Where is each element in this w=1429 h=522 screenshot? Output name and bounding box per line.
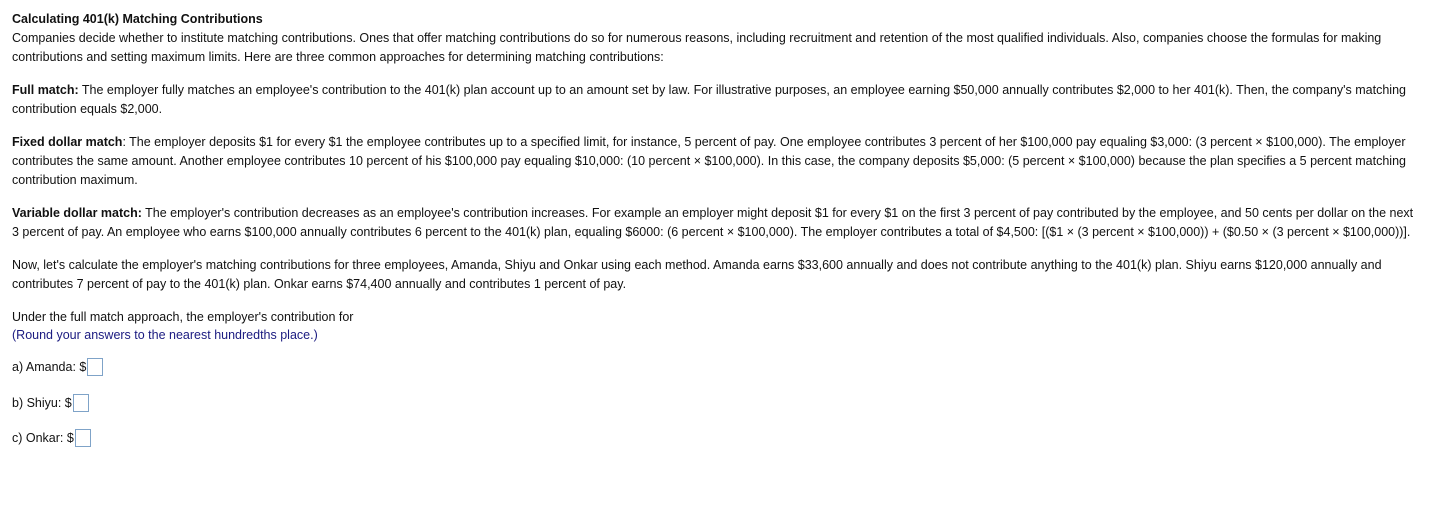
answer-label-amanda: a) Amanda: $	[12, 360, 87, 374]
full-match-paragraph	[12, 81, 1417, 119]
answer-label-onkar: c) Onkar: $	[12, 431, 74, 445]
question-prompt: Under the full match approach, the employer's contribution for	[12, 310, 354, 324]
answer-row-shiyu	[12, 392, 1417, 414]
variable-match-text: The employer's contribution decreases as an employee's contribution increases. For example an employer might deposit $1 for every $1 on the first 3 percent of pay contributed by the employee, and 50 cents per dollar on the next 3 percent of pay. An employee who earns $100,000 annually contributes 6 percent to the 401(k) plan, equaling $6000: (6 percent × $100,000). The employer contributes a total of $4,500: [($1 × (3 percent × $100,000)) + ($0.50 × (3 percent × $100,000))].	[12, 206, 1414, 239]
fixed-match-paragraph	[12, 133, 1417, 190]
answer-input-shiyu[interactable]	[73, 394, 89, 412]
variable-match-label: Variable dollar match:	[12, 206, 142, 220]
answer-input-amanda[interactable]	[87, 358, 103, 376]
full-match-label: Full match:	[12, 83, 79, 97]
page-title: Calculating 401(k) Matching Contributions	[12, 12, 263, 26]
fixed-match-label: Fixed dollar match	[12, 135, 123, 149]
answer-input-onkar[interactable]	[75, 429, 91, 447]
intro-paragraph: Companies decide whether to institute matching contributions. Ones that offer matching contributions do so for numerous reasons, including recruitment and retention of the most qualified individuals. Also, companies choose the formulas for making contributions and setting maximum limits. Here are three common approaches for determining matching contributions:	[12, 31, 1382, 64]
answer-row-onkar	[12, 427, 1417, 449]
answer-row-amanda	[12, 356, 1417, 378]
rounding-hint: (Round your answers to the nearest hundredths place.)	[12, 328, 318, 342]
variable-match-paragraph	[12, 204, 1417, 242]
answer-label-shiyu: b) Shiyu: $	[12, 396, 72, 410]
full-match-text: The employer fully matches an employee's contribution to the 401(k) plan account up to an amount set by law. For illustrative purposes, an employee earning $50,000 annually contributes $2,000 to her 401(k). Then, the company's matching contribution equals $2,000.	[12, 83, 1406, 116]
scenario-paragraph: Now, let's calculate the employer's matching contributions for three employees, Amanda, Shiyu and Onkar using each method. Amanda earns $33,600 annually and does not contribute anything to the 401(k) plan. Shiyu earns $120,000 annually and contributes 7 percent of pay to the 401(k) plan. Onkar earns $74,400 annually and contributes 1 percent of pay.	[12, 258, 1382, 291]
fixed-match-text: : The employer deposits $1 for every $1 the employee contributes up to a specified limit, for instance, 5 percent of pay. One employee contributes 3 percent of her $100,000 pay equaling $3,000: (3 percent × $100,000). The employer contributes the same amount. Another employee contributes 10 percent of his $100,000 pay equaling $10,000: (10 percent × $100,000). In this case, the company deposits $5,000: (5 percent × $100,000) because the plan specifies a 5 percent matching contribution maximum.	[12, 135, 1406, 187]
